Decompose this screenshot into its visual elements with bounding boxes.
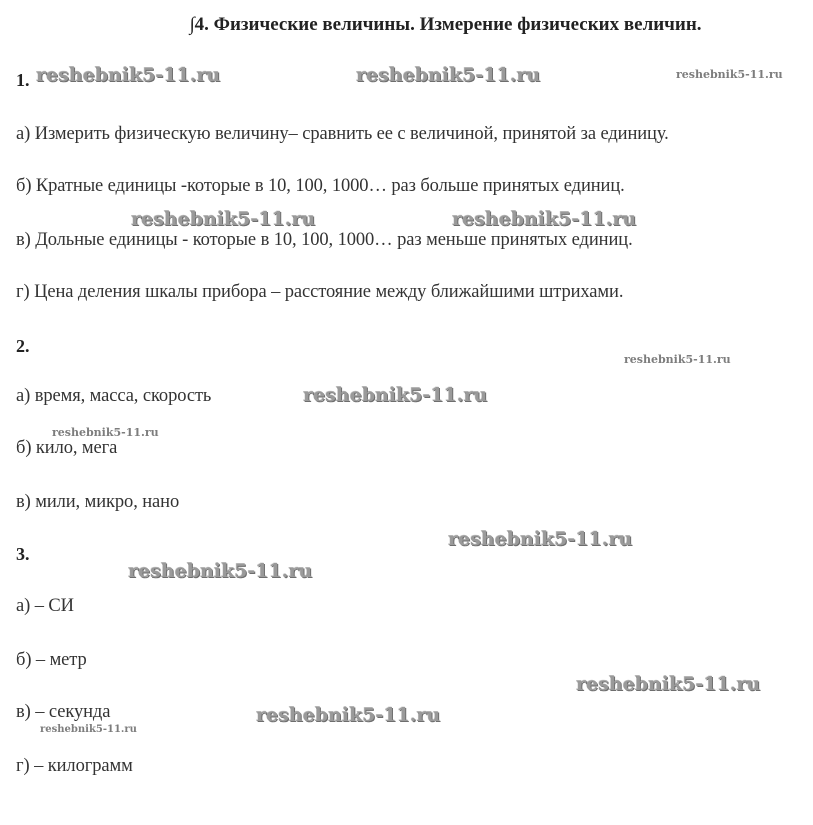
section-3-item-d: г) – килограмм: [16, 756, 133, 776]
watermark: reshebnik5-11.ru: [128, 560, 313, 582]
section-2-item-a: а) время, масса, скорость: [16, 386, 212, 406]
section-3-number: 3.: [16, 544, 30, 564]
watermark: reshebnik5-11.ru: [52, 426, 159, 439]
section-1-item-c: в) Дольные единицы - которые в 10, 100, 1000… раз меньше принятых единиц.: [16, 230, 633, 250]
section-2-item-c: в) мили, микро, нано: [16, 492, 180, 512]
section-1-item-b: б) Кратные единицы -которые в 10, 100, 1000… раз больше принятых единиц.: [16, 176, 625, 196]
watermark: reshebnik5-11.ru: [448, 528, 633, 550]
section-2-number: 2.: [16, 336, 30, 356]
watermark: reshebnik5-11.ru: [676, 68, 783, 81]
watermark: reshebnik5-11.ru: [624, 353, 731, 366]
watermark: reshebnik5-11.ru: [40, 724, 137, 735]
watermark: reshebnik5-11.ru: [36, 64, 221, 86]
watermark: reshebnik5-11.ru: [131, 208, 316, 230]
section-3-item-b: б) – метр: [16, 650, 87, 670]
watermark: reshebnik5-11.ru: [303, 384, 488, 406]
page-title: ∫4. Физические величины. Измерение физических величин.: [189, 14, 702, 35]
section-1-item-d: г) Цена деления шкалы прибора – расстояние между ближайшими штрихами.: [16, 282, 624, 302]
section-1-item-a: а) Измерить физическую величину– сравнить ее с величиной, принятой за единицу.: [16, 124, 669, 144]
watermark: reshebnik5-11.ru: [356, 64, 541, 86]
section-1-number: 1.: [16, 70, 30, 90]
watermark: reshebnik5-11.ru: [452, 208, 637, 230]
section-3-item-c: в) – секунда: [16, 702, 111, 722]
section-2-item-b: б) кило, мега: [16, 438, 118, 458]
watermark: reshebnik5-11.ru: [256, 704, 441, 726]
section-3-item-a: а) – СИ: [16, 596, 74, 616]
watermark: reshebnik5-11.ru: [576, 673, 761, 695]
